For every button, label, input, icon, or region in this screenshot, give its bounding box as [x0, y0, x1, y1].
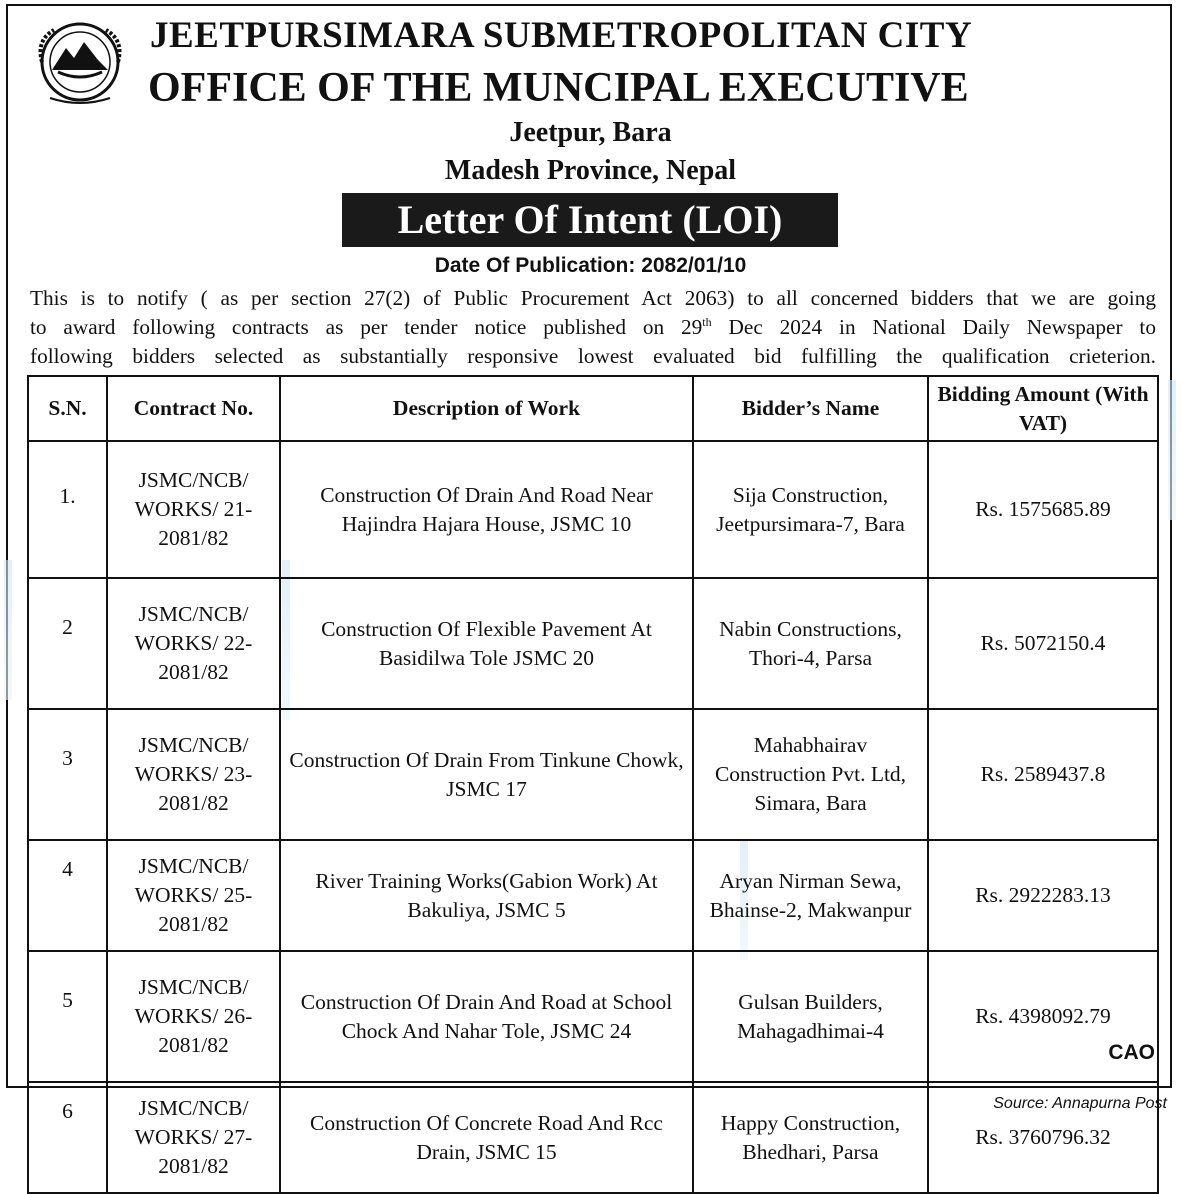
cell-bidder: Happy Construction, Bhedhari, Parsa: [693, 1082, 928, 1193]
cell-amount: Rs. 1575685.89: [928, 441, 1158, 578]
column-header-description: Description of Work: [280, 376, 693, 441]
cell-sn: 3: [28, 709, 107, 840]
signatory: CAO: [1108, 1041, 1155, 1064]
table-header-row: [28, 376, 1158, 441]
notice-line: to award following contracts as per tender notice published on 29th Dec 2024 in National Daily Newspaper to: [30, 314, 1156, 339]
cell-description: Construction Of Drain And Road at School Chock And Nahar Tole, JSMC 24: [280, 951, 693, 1082]
org-name: JEETPURSIMARA SUBMETROPOLITAN CITY: [150, 15, 973, 56]
cell-contract: JSMC/NCB/ WORKS/ 27-2081/82: [107, 1082, 280, 1193]
notice-line: This is to notify ( as per section 27(2) of Public Procurement Act 2063) to all concerned bidders that we are going: [30, 286, 1156, 310]
cell-bidder: Gulsan Builders, Mahagadhimai-4: [693, 951, 928, 1082]
municipal-seal-icon: [28, 20, 132, 108]
notice-body: [30, 284, 1156, 371]
cell-amount: Rs. 2922283.13: [928, 840, 1158, 951]
table-row: [28, 441, 1158, 578]
office-name: OFFICE OF THE MUNCIPAL EXECUTIVE: [148, 65, 969, 111]
cell-sn: 6: [28, 1082, 107, 1193]
cell-sn: 2: [28, 578, 107, 709]
cell-bidder: Nabin Constructions, Thori-4, Parsa: [693, 578, 928, 709]
cell-bidder: Aryan Nirman Sewa, Bhainse-2, Makwanpur: [693, 840, 928, 951]
cell-description: Construction Of Drain From Tinkune Chowk, JSMC 17: [280, 709, 693, 840]
cell-amount: Rs. 5072150.4: [928, 578, 1158, 709]
cell-amount: Rs. 4398092.79: [928, 951, 1158, 1082]
cell-bidder: Mahabhairav Construction Pvt. Ltd, Simara, Bara: [693, 709, 928, 840]
cell-sn: 5: [28, 951, 107, 1082]
cell-contract: JSMC/NCB/ WORKS/ 22-2081/82: [107, 578, 280, 709]
notice-title: Letter Of Intent (LOI): [342, 193, 838, 247]
watermark-arrow-icon: [1168, 380, 1176, 520]
column-header-sn: S.N.: [28, 376, 107, 441]
table-row: [28, 578, 1158, 709]
column-header-bidder: Bidder’s Name: [693, 376, 928, 441]
cell-contract: JSMC/NCB/ WORKS/ 26-2081/82: [107, 951, 280, 1082]
table-row: [28, 1082, 1158, 1193]
cell-bidder: Sija Construction, Jeetpursimara-7, Bara: [693, 441, 928, 578]
cell-amount: Rs. 2589437.8: [928, 709, 1158, 840]
cell-contract: JSMC/NCB/ WORKS/ 21-2081/82: [107, 441, 280, 578]
address-province: Madesh Province, Nepal: [444, 155, 737, 186]
cell-sn: 4: [28, 840, 107, 951]
cell-description: Construction Of Flexible Pavement At Basidilwa Tole JSMC 20: [280, 578, 693, 709]
column-header-amount: Bidding Amount (With VAT): [928, 376, 1158, 441]
cell-contract: JSMC/NCB/ WORKS/ 23-2081/82: [107, 709, 280, 840]
address-city: Jeetpur, Bara: [509, 117, 672, 148]
cell-contract: JSMC/NCB/ WORKS/ 25-2081/82: [107, 840, 280, 951]
table-row: [28, 840, 1158, 951]
publication-date: Date Of Publication: 2082/01/10: [434, 254, 747, 277]
loi-table: [27, 375, 1159, 1194]
cell-sn: 1.: [28, 441, 107, 578]
cell-description: River Training Works(Gabion Work) At Bakuliya, JSMC 5: [280, 840, 693, 951]
notice-line: following bidders selected as substantially responsive lowest evaluated bid fulfilling the qualification crieterion.: [30, 344, 1156, 368]
cell-amount: Rs. 3760796.32: [928, 1082, 1158, 1193]
cell-description: Construction Of Concrete Road And Rcc Drain, JSMC 15: [280, 1082, 693, 1193]
source-credit: Source: Annapurna Post: [993, 1095, 1167, 1112]
watermark-arrow-icon: [4, 560, 12, 700]
cell-description: Construction Of Drain And Road Near Hajindra Hajara House, JSMC 10: [280, 441, 693, 578]
column-header-contract: Contract No.: [107, 376, 280, 441]
table-row: [28, 709, 1158, 840]
table-row: [28, 951, 1158, 1082]
